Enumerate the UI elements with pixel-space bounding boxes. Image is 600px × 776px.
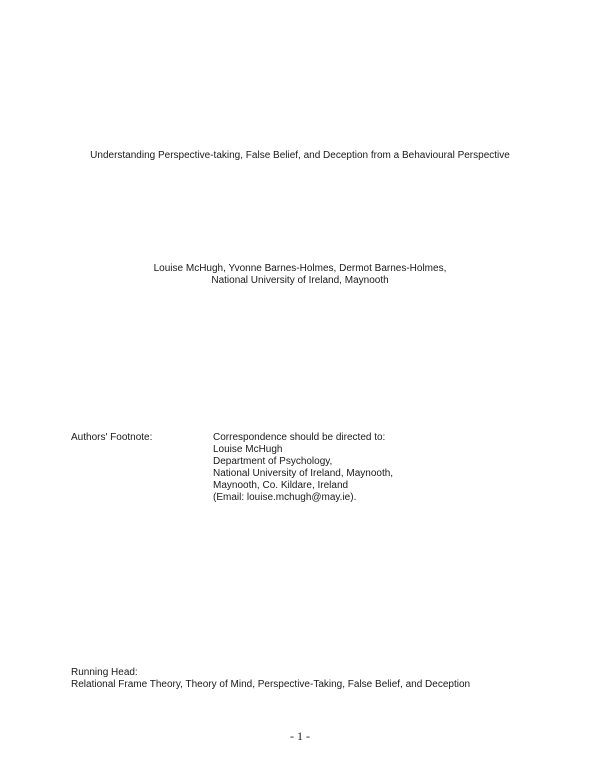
correspondence-block <box>213 432 393 504</box>
correspondence-line: Department of Psychology, <box>213 456 333 467</box>
correspondence-line: National University of Ireland, Maynooth, <box>213 468 394 479</box>
correspondence-line: Louise McHugh <box>213 444 283 455</box>
paper-title: Understanding Perspective-taking, False Belief, and Deception from a Behavioural Perspective <box>90 150 510 161</box>
author-affiliation: National University of Ireland, Maynooth <box>211 275 389 286</box>
correspondence-email: (Email: louise.mchugh@may.ie). <box>213 492 357 503</box>
footnote-label: Authors' Footnote: <box>71 432 153 443</box>
running-head-text: Relational Frame Theory, Theory of Mind, Perspective-Taking, False Belief, and Deception <box>71 679 471 690</box>
author-names: Louise McHugh, Yvonne Barnes-Holmes, Dermot Barnes-Holmes, <box>153 263 447 274</box>
correspondence-line: Correspondence should be directed to: <box>213 432 386 443</box>
author-block <box>0 263 600 287</box>
correspondence-line: Maynooth, Co. Kildare, Ireland <box>213 480 349 491</box>
page-number: - 1 - <box>290 729 310 743</box>
running-head <box>71 667 470 691</box>
running-head-label: Running Head: <box>71 667 138 678</box>
